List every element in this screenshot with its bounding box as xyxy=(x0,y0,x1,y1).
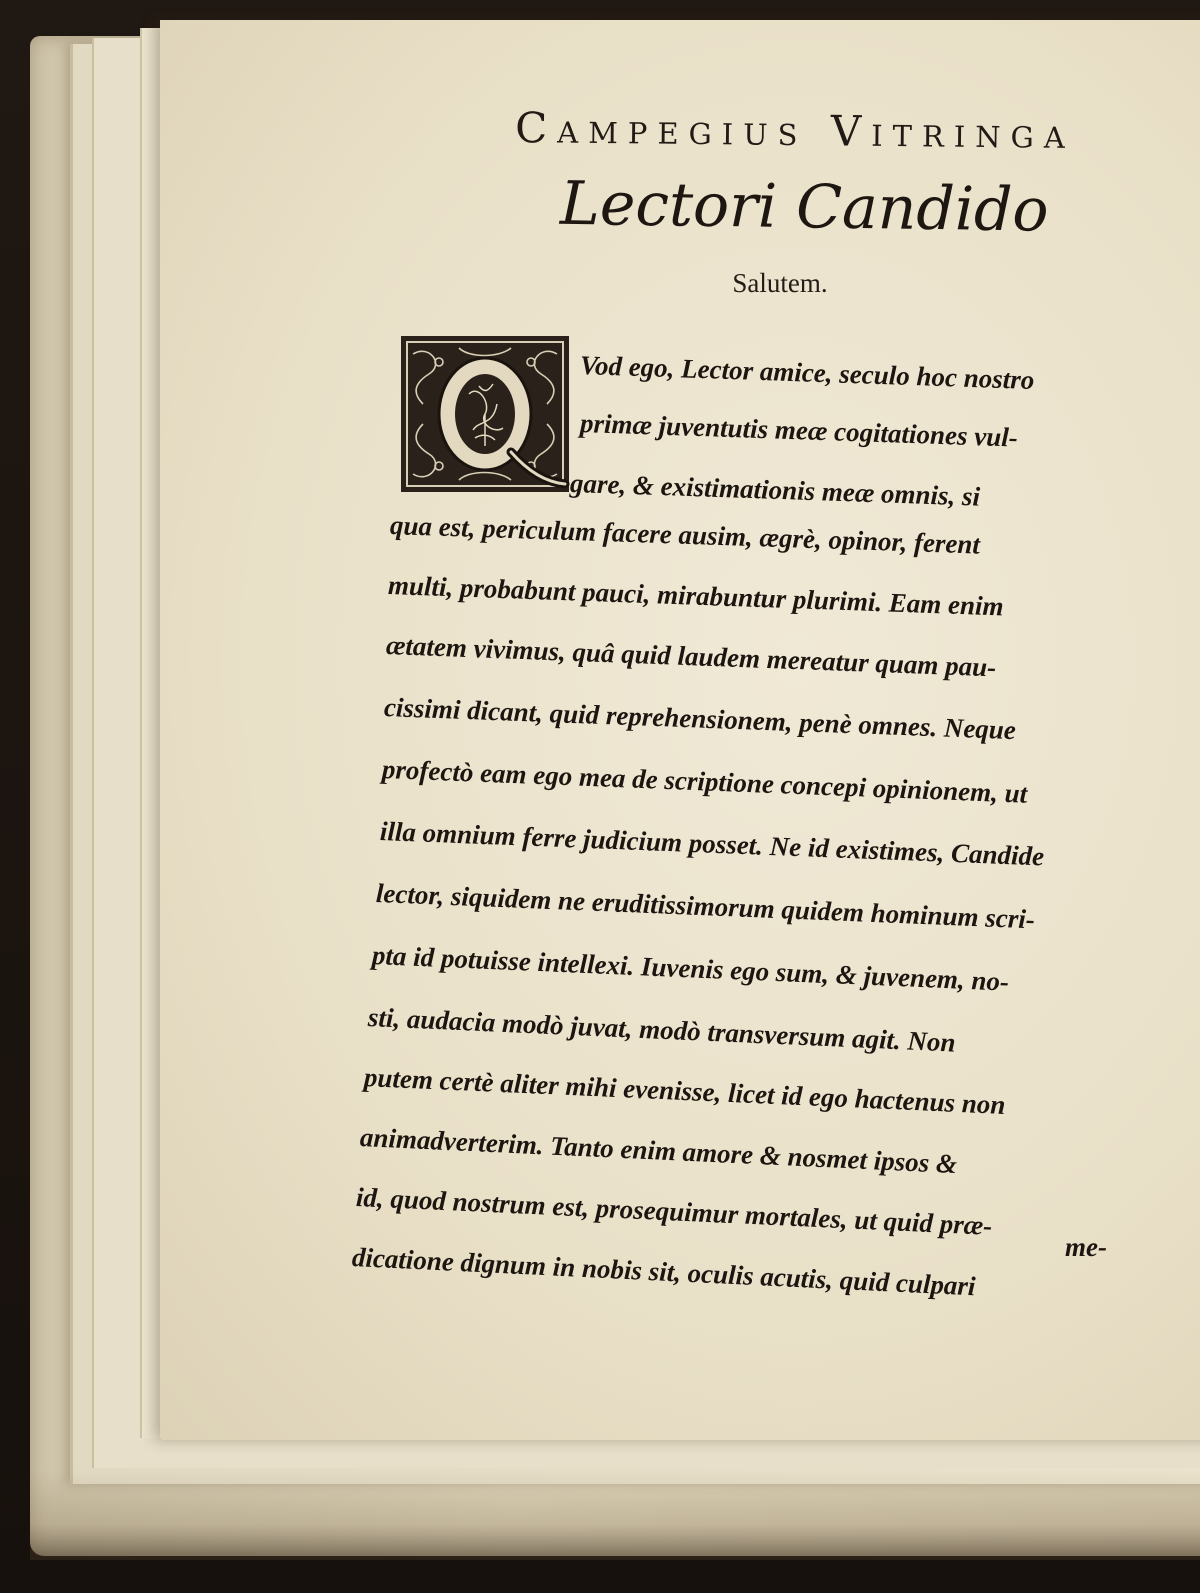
text-line: gare, & existimationis meæ omnis, si xyxy=(569,468,981,512)
text-line: sti, audacia modò juvat, modò transversum agit. Non xyxy=(367,1002,957,1058)
text-line: dicatione dignum in nobis sit, oculis acutis, quid culpari xyxy=(351,1242,977,1302)
text-line: profectò eam ego mea de scriptione concepi opinionem, ut xyxy=(381,754,1028,809)
page-bottom-shadow xyxy=(30,1470,1200,1560)
page-title: Lectori Candido xyxy=(559,168,1050,246)
text-line: illa omnium ferre judicium posset. Ne id existimes, Candide xyxy=(379,816,1045,872)
text-line: qua est, periculum facere ausim, ægrè, opinor, ferent xyxy=(389,510,981,560)
text-line: primæ juventutis meæ cogitationes vul- xyxy=(579,408,1019,453)
text-line: Vod ego, Lector amice, seculo hoc nostro xyxy=(579,350,1035,396)
text-line: pta id potuisse intellexi. Iuvenis ego sum, & juvenem, no- xyxy=(371,940,1010,997)
decorated-initial xyxy=(399,334,571,494)
text-line: multi, probabunt pauci, mirabuntur plurimi. Eam enim xyxy=(387,570,1005,622)
text-line: animadverterim. Tanto enim amore & nosmet ipsos & xyxy=(359,1122,958,1180)
text-line: ætatem vivimus, quâ quid laudem mereatur quam pau- xyxy=(385,630,997,683)
text-line: putem certè aliter mihi evenisse, licet id ego hactenus non xyxy=(363,1062,1007,1120)
text-line: lector, siquidem ne eruditissimorum quidem hominum scri- xyxy=(375,878,1036,935)
salutation: Salutem. xyxy=(732,268,828,298)
running-head: Campegius Vitringa xyxy=(514,103,1076,158)
text-line: id, quod nostrum est, prosequimur mortales, ut quid præ- xyxy=(355,1182,993,1241)
catchword: me- xyxy=(1065,1232,1107,1262)
text-line: cissimi dicant, quid reprehensionem, penè omnes. Neque xyxy=(383,692,1017,746)
